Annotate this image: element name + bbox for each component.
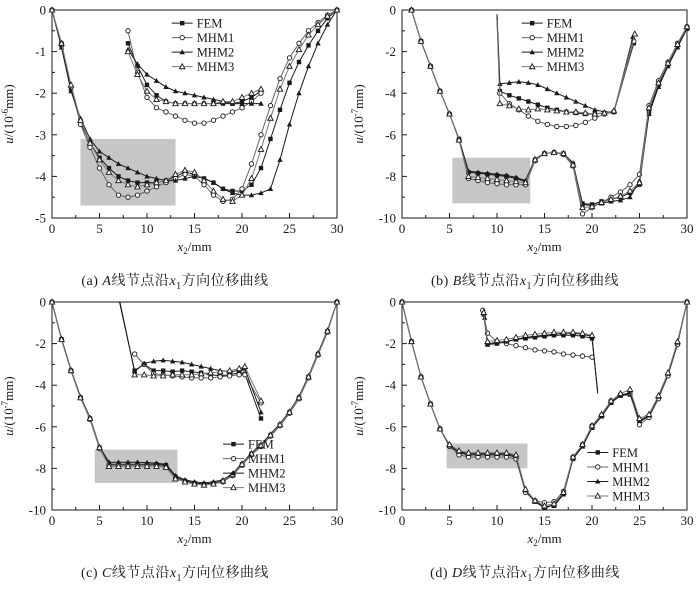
svg-text:10: 10 [490,512,504,528]
x-axis-label: $x_2/mm$ [177,530,212,548]
caption-b-line: B [452,274,462,289]
svg-text:-2: -2 [35,335,46,351]
caption-c-pre: 线节点沿 [111,565,170,581]
svg-text:30: 30 [680,512,694,528]
y-axis-label: $u/(10^{-6}mm)$ [0,84,16,144]
chart-svg-0 [0,0,350,268]
caption-d-post: 方向位移曲线 [532,565,620,581]
caption-d-var: x [520,565,528,581]
x-axis-label: $x_2/mm$ [527,530,562,548]
svg-text:-6: -6 [35,419,46,435]
panel-a [0,0,350,292]
svg-text:MHM1: MHM1 [546,31,585,46]
series-FEM [50,300,339,486]
chart-svg-3 [350,292,700,560]
svg-text:30: 30 [330,221,344,236]
caption-d-pre: 线节点沿 [462,565,521,581]
svg-text:FEM: FEM [612,445,638,460]
svg-text:MHM1: MHM1 [248,451,286,466]
caption-c-sub: 1 [176,572,183,584]
legend [587,446,650,504]
x-axis-label: $x_2/mm$ [177,239,212,256]
y-axis-label: $u/(10^{-7}mm)$ [350,84,366,144]
svg-text:20: 20 [585,512,599,528]
svg-text:-2: -2 [35,85,46,101]
svg-text:MHM3: MHM3 [248,480,286,495]
caption-a [81,270,268,292]
panel-d [350,292,700,584]
caption-c-line: C [101,565,112,581]
svg-text:MHM2: MHM2 [248,466,286,481]
caption-a-line: A [102,274,112,289]
svg-text:0: 0 [48,512,56,528]
svg-text:15: 15 [538,512,551,528]
series-MHM2 [49,299,339,485]
svg-text:25: 25 [283,512,296,528]
tick-labels [29,294,344,528]
svg-text:-4: -4 [385,377,396,393]
svg-text:-10: -10 [378,210,396,226]
zoom-region-shade [452,158,530,204]
inset-series-MHM2 [120,302,264,414]
svg-text:0: 0 [389,2,396,18]
svg-text:-2: -2 [385,44,396,60]
caption-a-index: (a) [81,274,103,289]
svg-text:MHM2: MHM2 [612,474,650,489]
y-axis-label: $u/(10^{-7}mm)$ [0,376,16,436]
svg-text:-8: -8 [385,168,396,184]
svg-text:10: 10 [490,221,504,236]
y-axis-label: $u/(10^{-7}mm)$ [350,376,366,436]
svg-text:MHM2: MHM2 [546,45,585,60]
svg-text:-8: -8 [35,460,46,476]
svg-text:15: 15 [538,221,551,236]
svg-text:5: 5 [446,512,453,528]
svg-text:15: 15 [188,512,201,528]
svg-text:10: 10 [140,512,154,528]
svg-text:30: 30 [330,512,344,528]
caption-d [430,562,620,584]
chart-svg-1 [350,0,700,268]
chart-c-canvas [0,292,350,560]
axes [402,10,687,218]
caption-a-post: 方向位移曲线 [181,274,269,289]
legend [522,17,585,75]
svg-text:-10: -10 [28,502,46,518]
legend [223,437,286,495]
caption-d-line: D [451,565,463,581]
svg-text:25: 25 [633,221,646,236]
svg-text:20: 20 [235,221,249,236]
caption-c-var: x [169,565,177,581]
svg-text:20: 20 [235,512,249,528]
caption-b [431,270,619,292]
svg-text:0: 0 [48,221,56,236]
svg-text:MHM1: MHM1 [612,460,650,475]
svg-text:FEM: FEM [196,16,223,31]
svg-text:MHM3: MHM3 [546,60,585,75]
chart-b-canvas [350,0,700,268]
svg-text:FEM: FEM [546,16,573,31]
inset-series-MHM2 [482,315,598,394]
caption-a-pre: 线节点沿 [111,274,170,289]
svg-text:-4: -4 [35,168,46,184]
caption-d-index: (d) [430,565,452,581]
svg-text:15: 15 [188,221,201,236]
svg-text:25: 25 [283,221,296,236]
svg-text:20: 20 [585,221,599,236]
caption-b-var: x [519,274,527,289]
series-MHM1 [50,300,339,487]
svg-text:5: 5 [446,221,453,236]
svg-text:0: 0 [398,512,406,528]
caption-c [81,562,269,584]
svg-text:30: 30 [680,221,694,236]
svg-text:0: 0 [39,294,46,310]
svg-text:-2: -2 [385,335,396,351]
chart-a-canvas [0,0,350,268]
svg-text:-5: -5 [35,210,46,226]
svg-text:-3: -3 [35,127,46,143]
svg-text:MHM1: MHM1 [196,31,235,46]
svg-text:-1: -1 [35,44,46,60]
svg-text:0: 0 [398,221,406,236]
inset-series-MHM3 [481,309,595,343]
svg-text:-6: -6 [385,419,396,435]
svg-text:0: 0 [39,2,46,18]
caption-c-post: 方向位移曲线 [182,565,270,581]
caption-d-sub: 1 [527,572,533,584]
caption-b-sub: 1 [526,280,533,292]
panel-c [0,292,350,584]
svg-text:FEM: FEM [248,437,274,452]
svg-text:10: 10 [140,221,154,236]
series-MHM3 [49,299,339,487]
svg-text:-8: -8 [385,460,396,476]
svg-text:0: 0 [389,294,396,310]
caption-a-sub: 1 [176,280,182,292]
caption-a-var: x [169,274,177,289]
svg-text:-4: -4 [385,85,396,101]
caption-b-pre: 线节点沿 [461,274,520,289]
chart-svg-2 [0,292,350,560]
caption-c-index: (c) [80,565,102,581]
svg-text:5: 5 [96,512,103,528]
svg-text:5: 5 [96,221,103,236]
inset-series-FEM [482,312,598,391]
svg-text:-6: -6 [385,127,396,143]
svg-text:-10: -10 [378,502,396,518]
svg-text:-4: -4 [35,377,46,393]
svg-text:25: 25 [633,512,646,528]
chart-d-canvas [350,292,700,560]
caption-b-post: 方向位移曲线 [532,274,620,289]
x-axis-label: $x_2/mm$ [527,239,562,256]
caption-b-index: (b) [430,274,453,289]
legend [172,17,235,75]
svg-text:MHM2: MHM2 [196,45,235,60]
svg-text:MHM3: MHM3 [196,60,235,75]
inset-series-MHM1 [132,352,263,405]
panel-b [350,0,700,292]
svg-text:MHM3: MHM3 [612,489,650,504]
inset-series-MHM1 [126,29,263,126]
